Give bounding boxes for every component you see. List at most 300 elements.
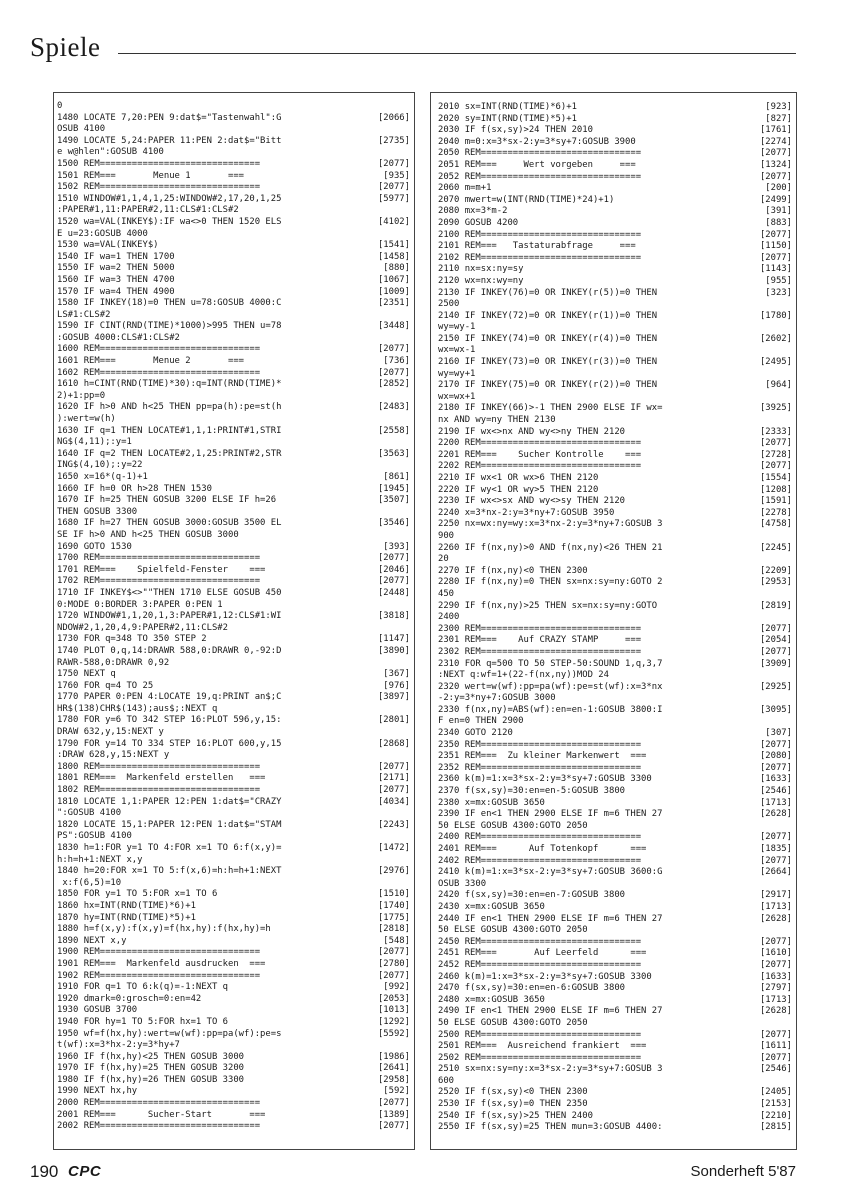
code-line	[438, 589, 792, 601]
checksum: [4758]	[755, 519, 792, 531]
code-line	[438, 774, 792, 786]
code-text: 2150 IF INKEY(74)=0 OR INKEY(r(4))=0 THEN	[438, 333, 658, 344]
code-text: 2470 f(sx,sy)=30:en=en-6:GOSUB 3800	[438, 983, 626, 994]
code-line	[57, 866, 410, 878]
code-line	[438, 334, 792, 346]
code-line	[57, 356, 410, 368]
code-text: 1530 wa=VAL(INKEY$)	[57, 240, 159, 251]
code-text: 2360 k(m)=1:x=3*sx-2:y=3*sy+7:GOSUB 3300	[438, 774, 652, 785]
code-line	[438, 960, 792, 972]
checksum: [1389]	[373, 1110, 410, 1122]
code-text: 2480 x=mx:GOSUB 3650	[438, 994, 545, 1005]
code-text: 2440 IF en<1 THEN 2900 ELSE IF m=6 THEN 27	[438, 913, 663, 924]
checksum: [592]	[378, 1086, 410, 1098]
code-line	[57, 669, 410, 681]
code-line	[57, 1098, 410, 1110]
code-line	[57, 913, 410, 925]
checksum: [2077]	[373, 182, 410, 194]
code-text: wx=wx+1	[438, 391, 476, 402]
code-line	[57, 1017, 410, 1029]
code-text: 1490 LOCATE 5,24:PAPER 11:PEN 2:dat$="Bitt	[57, 135, 282, 146]
code-text: 2540 IF f(sx,sy)>25 THEN 2400	[438, 1110, 593, 1121]
code-text: -2:y=3*ny+7:GOSUB 3000	[438, 693, 556, 704]
code-text: 1550 IF wa=2 THEN 5000	[57, 263, 175, 274]
code-text: 1910 FOR q=1 TO 6:k(q)=-1:NEXT q	[57, 982, 228, 993]
code-text: 2420 f(sx,sy)=30:en=en-7:GOSUB 3800	[438, 890, 626, 901]
checksum: [2077]	[373, 762, 410, 774]
code-line	[57, 287, 410, 299]
code-line	[438, 508, 792, 520]
code-text: 2410 k(m)=1:x=3*sx-2:y=3*sy+7:GOSUB 3600:G	[438, 867, 663, 878]
code-line	[438, 844, 792, 856]
code-line	[57, 518, 410, 530]
checksum: [3448]	[373, 321, 410, 333]
code-line	[438, 276, 792, 288]
page-footer	[30, 1160, 796, 1184]
checksum: [2274]	[755, 137, 792, 149]
checksum: [3909]	[755, 659, 792, 671]
code-text: wx=wx-1	[438, 345, 476, 356]
code-line	[57, 889, 410, 901]
checksum: [2405]	[755, 1087, 792, 1099]
checksum: [2917]	[755, 890, 792, 902]
checksum: [2602]	[755, 334, 792, 346]
code-text: 1730 FOR q=348 TO 350 STEP 2	[57, 634, 207, 645]
checksum: [2077]	[373, 159, 410, 171]
checksum: [883]	[760, 218, 792, 230]
code-text: :DRAW 628,y,15:NEXT y	[57, 750, 170, 761]
code-line	[438, 612, 792, 624]
code-text: 2370 f(sx,sy)=30:en=en-5:GOSUB 3800	[438, 786, 626, 797]
code-text: 600	[438, 1075, 455, 1086]
code-line	[438, 856, 792, 868]
code-line	[57, 321, 410, 333]
code-line	[57, 1121, 410, 1133]
code-text: LS#1:CLS#2	[57, 309, 111, 320]
code-text: DRAW 632,y,15:NEXT y	[57, 727, 164, 738]
code-text: 1602 REM==============================	[57, 367, 261, 378]
code-line	[438, 114, 792, 126]
code-line	[57, 565, 410, 577]
checksum: [2077]	[755, 856, 792, 868]
checksum: [2077]	[373, 785, 410, 797]
code-text: PS":GOSUB 4100	[57, 831, 132, 842]
code-line	[57, 971, 410, 983]
checksum: [1143]	[755, 264, 792, 276]
code-line	[57, 692, 410, 704]
issue-label: Sonderheft 5'87	[690, 1163, 796, 1180]
code-text: 2080 mx=3*m-2	[438, 206, 508, 217]
code-text: 2280 IF f(nx,ny)=0 THEN sx=nx:sy=ny:GOTO 2	[438, 577, 663, 588]
code-line	[438, 345, 792, 357]
code-text: OSUB 4100	[57, 124, 106, 135]
code-text: 2400	[438, 612, 460, 623]
checksum: [2077]	[755, 172, 792, 184]
code-line	[57, 182, 410, 194]
code-text: ":GOSUB 4100	[57, 808, 122, 819]
code-text: 1990 NEXT hx,hy	[57, 1086, 138, 1097]
code-line	[57, 762, 410, 774]
code-line	[438, 925, 792, 937]
code-line	[57, 229, 410, 241]
checksum: [2797]	[755, 983, 792, 995]
code-text: 1902 REM==============================	[57, 970, 261, 981]
checksum: [2558]	[373, 426, 410, 438]
code-line	[57, 194, 410, 206]
code-line	[57, 147, 410, 159]
code-line	[438, 253, 792, 265]
checksum: [2077]	[373, 344, 410, 356]
code-lines-right	[438, 102, 792, 1134]
code-line	[57, 217, 410, 229]
code-line	[57, 623, 410, 635]
code-line	[57, 136, 410, 148]
code-line	[438, 183, 792, 195]
code-line	[57, 437, 410, 449]
code-text: 1790 FOR y=14 TO 334 STEP 16:PLOT 600,y,15	[57, 738, 282, 749]
code-text: 1770 PAPER 0:PEN 4:LOCATE 19,q:PRINT an$;C	[57, 692, 282, 703]
code-text: 1600 REM==============================	[57, 344, 261, 355]
code-text: NDOW#2,1,20,4,9:PAPER#2,11:CLS#2	[57, 622, 228, 633]
code-text: 1650 x=16*(q-1)+1	[57, 472, 148, 482]
code-line	[438, 543, 792, 555]
code-line	[438, 427, 792, 439]
code-text: 1670 IF h=25 THEN GOSUB 3200 ELSE IF h=26	[57, 495, 277, 506]
code-line	[438, 786, 792, 798]
code-text: 1930 GOSUB 3700	[57, 1005, 138, 1016]
checksum: [2077]	[373, 1121, 410, 1133]
checksum: [2245]	[755, 543, 792, 555]
code-text: 50 ELSE GOSUB 4300:GOTO 2050	[438, 820, 588, 831]
code-text: 1570 IF wa=4 THEN 4900	[57, 286, 175, 297]
code-text: SE IF h>0 AND h<25 THEN GOSUB 3000	[57, 529, 239, 540]
code-text: 2460 k(m)=1:x=3*sx-2:y=3*sy+7:GOSUB 3300	[438, 971, 652, 982]
code-text: 2101 REM=== Tastaturabfrage ===	[438, 241, 636, 252]
code-text: 2430 x=mx:GOSUB 3650	[438, 901, 545, 912]
code-text: 2490 IF en<1 THEN 2900 ELSE IF m=6 THEN 27	[438, 1006, 663, 1017]
checksum: [1009]	[373, 287, 410, 299]
code-line	[438, 322, 792, 334]
code-line	[438, 125, 792, 137]
listing-column-left	[53, 92, 415, 1150]
code-line	[57, 994, 410, 1006]
code-text: 2070 mwert=w(INT(RND(TIME)*24)+1)	[438, 194, 615, 205]
code-text: 2220 IF wy<1 OR wy>5 THEN 2120	[438, 484, 599, 495]
code-line	[438, 624, 792, 636]
checksum: [2976]	[373, 866, 410, 878]
code-text: 1850 FOR y=1 TO 5:FOR x=1 TO 6	[57, 889, 218, 900]
checksum: [3897]	[373, 692, 410, 704]
code-text: 1690 GOTO 1530	[57, 541, 132, 552]
code-line	[438, 635, 792, 647]
code-line	[438, 983, 792, 995]
checksum: [3546]	[373, 518, 410, 530]
code-text: 1601 REM=== Menue 2 ===	[57, 356, 245, 367]
code-line	[438, 461, 792, 473]
code-text: 1620 IF h>0 AND h<25 THEN pp=pa(h):pe=st(h	[57, 402, 282, 413]
code-line	[57, 495, 410, 507]
code-text: 0:MODE 0:BORDER 3:PAPER 0:PEN 1	[57, 599, 223, 610]
code-line	[438, 809, 792, 821]
checksum: [1835]	[755, 844, 792, 856]
code-text: 2120 wx=nx:wy=ny	[438, 275, 524, 286]
code-text: 2340 GOTO 2120	[438, 728, 513, 739]
code-line	[57, 739, 410, 751]
code-text: 1740 PLOT 0,q,14:DRAWR 588,0:DRAWR 0,-92:D	[57, 645, 282, 656]
code-text: 2130 IF INKEY(76)=0 OR INKEY(r(5))=0 THEN	[438, 287, 658, 298]
checksum: [1292]	[373, 1017, 410, 1029]
code-text: 1680 IF h=27 THEN GOSUB 3000:GOSUB 3500 EL	[57, 518, 282, 529]
code-line	[438, 369, 792, 381]
code-line	[438, 821, 792, 833]
code-text: 1720 WINDOW#1,1,20,1,3:PAPER#1,12:CLS#1:WI	[57, 611, 282, 622]
code-line	[438, 948, 792, 960]
code-text: h:h=h+1:NEXT x,y	[57, 854, 143, 865]
code-line	[438, 137, 792, 149]
code-text: 2520 IF f(sx,sy)<0 THEN 2300	[438, 1087, 588, 1098]
checksum: [923]	[760, 102, 792, 114]
code-line	[438, 195, 792, 207]
code-line	[57, 715, 410, 727]
checksum: [3563]	[373, 449, 410, 461]
code-text: 2100 REM==============================	[438, 229, 642, 240]
checksum: [2077]	[373, 576, 410, 588]
checksum: [1208]	[755, 485, 792, 497]
code-text: 2010 sx=INT(RND(TIME)*6)+1	[438, 102, 577, 112]
code-line	[438, 914, 792, 926]
code-text: 2052 REM==============================	[438, 171, 642, 182]
checksum: [992]	[378, 982, 410, 994]
checksum: [2209]	[755, 566, 792, 578]
code-text: 1702 REM==============================	[57, 576, 261, 587]
code-line	[438, 206, 792, 218]
checksum: [1713]	[755, 798, 792, 810]
code-text: 1900 REM==============================	[57, 947, 261, 958]
code-text: 2001 REM=== Sucher-Start ===	[57, 1109, 266, 1120]
checksum: [391]	[760, 206, 792, 218]
checksum: [2628]	[755, 809, 792, 821]
code-line	[438, 705, 792, 717]
code-text: 2350 REM==============================	[438, 739, 642, 750]
checksum: [1740]	[373, 901, 410, 913]
checksum: [1541]	[373, 240, 410, 252]
checksum: [2728]	[755, 450, 792, 462]
code-line	[438, 566, 792, 578]
code-text: 2510 sx=nx:sy=ny:x=3*sx-2:y=3*sy+7:GOSUB 3	[438, 1064, 663, 1075]
code-text: 2451 REM=== Auf Leerfeld ===	[438, 948, 647, 959]
code-line	[57, 901, 410, 913]
checksum: [1324]	[755, 160, 792, 172]
code-line	[438, 531, 792, 543]
code-text: 1610 h=CINT(RND(TIME)*30):q=INT(RND(TIME)*	[57, 379, 282, 390]
checksum: [2483]	[373, 402, 410, 414]
header-rule	[118, 53, 796, 54]
code-line	[438, 218, 792, 230]
code-text: wy=wy-1	[438, 322, 476, 333]
code-line	[57, 704, 410, 716]
code-line	[57, 530, 410, 542]
code-line	[438, 867, 792, 879]
code-text: 2160 IF INKEY(73)=0 OR INKEY(r(3))=0 THEN	[438, 357, 658, 368]
code-line	[57, 808, 410, 820]
code-text: 2260 IF f(nx,ny)>0 AND f(nx,ny)<26 THEN 21	[438, 542, 663, 553]
code-line	[438, 148, 792, 160]
code-text: 1500 REM==============================	[57, 158, 261, 169]
code-text: 1980 IF f(hx,hy)=26 THEN GOSUB 3300	[57, 1074, 245, 1085]
code-text: 1630 IF q=1 THEN LOCATE#1,1,1:PRINT#1,STRI	[57, 425, 282, 436]
checksum: [2641]	[373, 1063, 410, 1075]
checksum: [935]	[378, 171, 410, 183]
checksum: [2077]	[755, 1030, 792, 1042]
checksum: [1472]	[373, 843, 410, 855]
code-text: 1960 IF f(hx,hy)<25 THEN GOSUB 3000	[57, 1051, 245, 1062]
code-line	[438, 403, 792, 415]
code-text: 2200 REM==============================	[438, 438, 642, 449]
code-line	[57, 379, 410, 391]
checksum: [976]	[378, 681, 410, 693]
checksum: [2351]	[373, 298, 410, 310]
code-text: 1701 REM=== Spielfeld-Fenster ===	[57, 564, 266, 575]
code-line	[57, 391, 410, 403]
code-line	[57, 750, 410, 762]
checksum: [2077]	[373, 971, 410, 983]
code-line	[438, 937, 792, 949]
code-text: 2320 wert=w(wf):pp=pa(wf):pe=st(wf):x=3*nx	[438, 681, 663, 692]
code-text: THEN GOSUB 3300	[57, 506, 138, 517]
code-text: 1802 REM==============================	[57, 785, 261, 796]
code-text: 2380 x=mx:GOSUB 3650	[438, 797, 545, 808]
code-line	[438, 473, 792, 485]
code-line	[57, 310, 410, 322]
code-line	[57, 298, 410, 310]
code-line	[438, 659, 792, 671]
code-line	[57, 611, 410, 623]
code-text: 2290 IF f(nx,ny)>25 THEN sx=nx:sy=ny:GOTO	[438, 600, 658, 611]
code-text: 1901 REM=== Markenfeld ausdrucken ===	[57, 958, 266, 969]
code-text: 1660 IF h=0 OR h>28 THEN 1530	[57, 483, 212, 494]
code-text: 1560 IF wa=3 THEN 4700	[57, 274, 175, 285]
code-text: 1580 IF INKEY(18)=0 THEN u=78:GOSUB 4000:C	[57, 298, 282, 309]
checksum: [2077]	[755, 763, 792, 775]
checksum: [2046]	[373, 565, 410, 577]
code-line	[438, 380, 792, 392]
code-line	[57, 449, 410, 461]
code-text: 2240 x=3*nx-2:y=3*ny+7:GOSUB 3950	[438, 507, 615, 518]
code-line	[438, 902, 792, 914]
checksum: [3925]	[755, 403, 792, 415]
checksum: [964]	[760, 380, 792, 392]
checksum: [827]	[760, 114, 792, 126]
checksum: [323]	[760, 288, 792, 300]
code-line	[438, 647, 792, 659]
checksum: [2243]	[373, 820, 410, 832]
code-lines-left	[57, 101, 410, 1133]
code-text: 2110 nx=sx:ny=sy	[438, 264, 524, 275]
code-text: t(wf):x=3*hx-2:y=3*hy+7	[57, 1040, 180, 1051]
code-text: 2210 IF wx<1 OR wx>6 THEN 2120	[438, 473, 599, 483]
code-line	[438, 496, 792, 508]
checksum: [2628]	[755, 914, 792, 926]
code-line	[438, 357, 792, 369]
code-line	[438, 682, 792, 694]
code-text: 1840 h=20:FOR x=1 TO 5:f(x,6)=h:h=h+1:NEXT	[57, 866, 282, 877]
code-text: 2102 REM==============================	[438, 252, 642, 263]
code-line	[57, 205, 410, 217]
code-line	[438, 1064, 792, 1076]
code-text: 1870 hy=INT(RND(TIME)*5)+1	[57, 912, 196, 923]
code-line	[57, 472, 410, 484]
checksum: [2077]	[755, 461, 792, 473]
code-line	[438, 438, 792, 450]
checksum: [2925]	[755, 682, 792, 694]
code-line	[438, 995, 792, 1007]
code-line	[57, 171, 410, 183]
code-text: F en=0 THEN 2900	[438, 716, 524, 727]
checksum: [2054]	[755, 635, 792, 647]
code-line	[438, 554, 792, 566]
code-text: 2270 IF f(nx,ny)<0 THEN 2300	[438, 565, 588, 576]
code-text: e w@hlen":GOSUB 4100	[57, 147, 164, 158]
code-text: 2230 IF wx<>sx AND wy<>sy THEN 2120	[438, 496, 626, 507]
code-line	[57, 924, 410, 936]
checksum: [2499]	[755, 195, 792, 207]
checksum: [2077]	[373, 553, 410, 565]
code-text: 1480 LOCATE 7,20:PEN 9:dat$="Tastenwahl":G	[57, 112, 282, 123]
code-line	[438, 1053, 792, 1065]
checksum: [2210]	[755, 1111, 792, 1123]
checksum: [2077]	[755, 438, 792, 450]
code-text: 1640 IF q=2 THEN LOCATE#2,1,25:PRINT#2,STR	[57, 448, 282, 459]
code-text: 2500	[438, 299, 460, 310]
code-line	[438, 670, 792, 682]
code-text: 2140 IF INKEY(72)=0 OR INKEY(r(1))=0 THEN	[438, 310, 658, 321]
checksum: [2546]	[755, 786, 792, 798]
code-line	[57, 947, 410, 959]
code-text: 2020 sy=INT(RND(TIME)*5)+1	[438, 113, 577, 124]
code-text: :PAPER#1,11:PAPER#2,11:CLS#1:CLS#2	[57, 205, 239, 216]
page-number: 190	[30, 1162, 59, 1181]
checksum: [2171]	[373, 773, 410, 785]
code-line	[57, 646, 410, 658]
code-text: E u=23:GOSUB 4000	[57, 228, 148, 239]
code-text: 1520 wa=VAL(INKEY$):IF wa<>0 THEN 1520 ELS	[57, 216, 282, 227]
code-line	[438, 288, 792, 300]
checksum: [2077]	[755, 230, 792, 242]
code-text: 0	[57, 101, 63, 111]
code-text: 2180 IF INKEY(66)>-1 THEN 2900 ELSE IF wx=	[438, 403, 663, 414]
code-text: 1590 IF CINT(RND(TIME)*1000)>995 THEN u=78	[57, 321, 282, 332]
checksum: [1713]	[755, 995, 792, 1007]
code-line	[438, 716, 792, 728]
checksum: [2077]	[373, 1098, 410, 1110]
checksum: [1611]	[755, 1041, 792, 1053]
checksum: [1013]	[373, 1005, 410, 1017]
code-line	[438, 740, 792, 752]
code-text: 1750 NEXT q	[57, 669, 116, 680]
code-text: 2402 REM==============================	[438, 855, 642, 866]
code-line	[438, 450, 792, 462]
code-line	[57, 773, 410, 785]
code-line	[57, 344, 410, 356]
code-line	[438, 1006, 792, 1018]
checksum: [367]	[378, 669, 410, 681]
code-line	[57, 402, 410, 414]
code-line	[438, 1030, 792, 1042]
code-text: 1710 IF INKEY$<>""THEN 1710 ELSE GOSUB 450	[57, 587, 282, 598]
code-line	[438, 311, 792, 323]
checksum: [2153]	[755, 1099, 792, 1111]
code-text: 1760 FOR q=4 TO 25	[57, 680, 154, 691]
